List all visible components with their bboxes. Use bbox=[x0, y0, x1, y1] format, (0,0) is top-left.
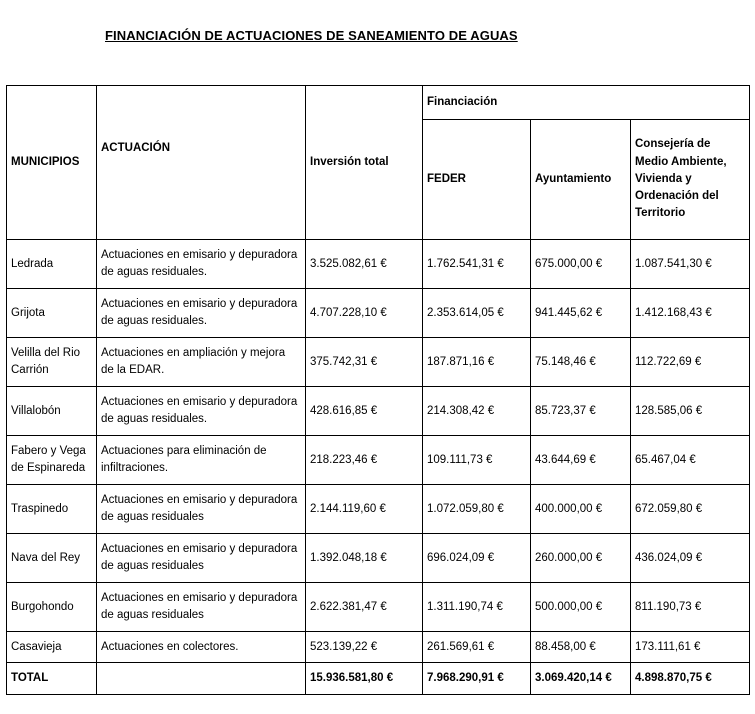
document-title: FINANCIACIÓN DE ACTUACIONES DE SANEAMIENTO DE AGUAS bbox=[105, 28, 518, 43]
total-feder-cell: 7.968.290,91 € bbox=[423, 663, 531, 695]
feder-cell: 1.072.059,80 € bbox=[423, 485, 531, 534]
inversion-cell: 218.223,46 € bbox=[306, 436, 423, 485]
feder-cell: 2.353.614,05 € bbox=[423, 289, 531, 338]
consejeria-cell: 672.059,80 € bbox=[631, 485, 750, 534]
inversion-cell: 375.742,31 € bbox=[306, 338, 423, 387]
total-label: TOTAL bbox=[7, 663, 97, 695]
municipio-cell: Fabero y Vega de Espinareda bbox=[7, 436, 97, 485]
table-row bbox=[7, 338, 750, 387]
consejeria-cell: 112.722,69 € bbox=[631, 338, 750, 387]
feder-cell: 1.762.541,31 € bbox=[423, 240, 531, 289]
total-actuacion-cell bbox=[97, 663, 306, 695]
actuacion-cell: Actuaciones en emisario y depuradora de aguas residuales bbox=[97, 583, 306, 632]
municipio-cell: Traspinedo bbox=[7, 485, 97, 534]
ayuntamiento-cell: 43.644,69 € bbox=[531, 436, 631, 485]
table-row bbox=[7, 583, 750, 632]
header-consejeria: Consejería de Medio Ambiente, Vivienda y Ordenación del Territorio bbox=[631, 120, 750, 240]
header-ayuntamiento: Ayuntamiento bbox=[531, 120, 631, 240]
municipio-cell: Velilla del Rio Carrión bbox=[7, 338, 97, 387]
table-row bbox=[7, 632, 750, 663]
actuacion-cell: Actuaciones en emisario y depuradora de aguas residuales. bbox=[97, 289, 306, 338]
inversion-cell: 2.144.119,60 € bbox=[306, 485, 423, 534]
municipio-cell: Ledrada bbox=[7, 240, 97, 289]
municipio-cell: Nava del Rey bbox=[7, 534, 97, 583]
total-row bbox=[7, 663, 750, 695]
actuacion-cell: Actuaciones en colectores. bbox=[97, 632, 306, 663]
ayuntamiento-cell: 75.148,46 € bbox=[531, 338, 631, 387]
ayuntamiento-cell: 88.458,00 € bbox=[531, 632, 631, 663]
ayuntamiento-cell: 260.000,00 € bbox=[531, 534, 631, 583]
ayuntamiento-cell: 675.000,00 € bbox=[531, 240, 631, 289]
table-row bbox=[7, 436, 750, 485]
consejeria-cell: 811.190,73 € bbox=[631, 583, 750, 632]
header-municipios: MUNICIPIOS bbox=[7, 86, 97, 240]
actuacion-cell: Actuaciones en emisario y depuradora de aguas residuales bbox=[97, 485, 306, 534]
table-row bbox=[7, 534, 750, 583]
actuacion-cell: Actuaciones en ampliación y mejora de la EDAR. bbox=[97, 338, 306, 387]
feder-cell: 187.871,16 € bbox=[423, 338, 531, 387]
feder-cell: 1.311.190,74 € bbox=[423, 583, 531, 632]
header-actuacion: ACTUACIÓN bbox=[97, 86, 306, 240]
inversion-cell: 523.139,22 € bbox=[306, 632, 423, 663]
municipio-cell: Burgohondo bbox=[7, 583, 97, 632]
feder-cell: 696.024,09 € bbox=[423, 534, 531, 583]
municipio-cell: Villalobón bbox=[7, 387, 97, 436]
inversion-cell: 4.707.228,10 € bbox=[306, 289, 423, 338]
total-consejeria-cell: 4.898.870,75 € bbox=[631, 663, 750, 695]
header-inversion-total: Inversión total bbox=[306, 86, 423, 240]
header-financiacion: Financiación bbox=[423, 86, 750, 120]
actuacion-cell: Actuaciones en emisario y depuradora de aguas residuales. bbox=[97, 240, 306, 289]
ayuntamiento-cell: 85.723,37 € bbox=[531, 387, 631, 436]
feder-cell: 214.308,42 € bbox=[423, 387, 531, 436]
ayuntamiento-cell: 500.000,00 € bbox=[531, 583, 631, 632]
feder-cell: 109.111,73 € bbox=[423, 436, 531, 485]
municipio-cell: Casavieja bbox=[7, 632, 97, 663]
consejeria-cell: 65.467,04 € bbox=[631, 436, 750, 485]
header-feder: FEDER bbox=[423, 120, 531, 240]
table-row bbox=[7, 240, 750, 289]
inversion-cell: 1.392.048,18 € bbox=[306, 534, 423, 583]
ayuntamiento-cell: 400.000,00 € bbox=[531, 485, 631, 534]
inversion-cell: 2.622.381,47 € bbox=[306, 583, 423, 632]
total-inversion-cell: 15.936.581,80 € bbox=[306, 663, 423, 695]
table-row bbox=[7, 485, 750, 534]
table-row bbox=[7, 387, 750, 436]
consejeria-cell: 128.585,06 € bbox=[631, 387, 750, 436]
inversion-cell: 428.616,85 € bbox=[306, 387, 423, 436]
actuacion-cell: Actuaciones en emisario y depuradora de aguas residuales. bbox=[97, 387, 306, 436]
actuacion-cell: Actuaciones para eliminación de infiltraciones. bbox=[97, 436, 306, 485]
financing-table bbox=[6, 85, 750, 695]
consejeria-cell: 436.024,09 € bbox=[631, 534, 750, 583]
total-ayuntamiento-cell: 3.069.420,14 € bbox=[531, 663, 631, 695]
inversion-cell: 3.525.082,61 € bbox=[306, 240, 423, 289]
consejeria-cell: 1.087.541,30 € bbox=[631, 240, 750, 289]
actuacion-cell: Actuaciones en emisario y depuradora de aguas residuales bbox=[97, 534, 306, 583]
consejeria-cell: 1.412.168,43 € bbox=[631, 289, 750, 338]
municipio-cell: Grijota bbox=[7, 289, 97, 338]
consejeria-cell: 173.111,61 € bbox=[631, 632, 750, 663]
table-row bbox=[7, 289, 750, 338]
ayuntamiento-cell: 941.445,62 € bbox=[531, 289, 631, 338]
feder-cell: 261.569,61 € bbox=[423, 632, 531, 663]
